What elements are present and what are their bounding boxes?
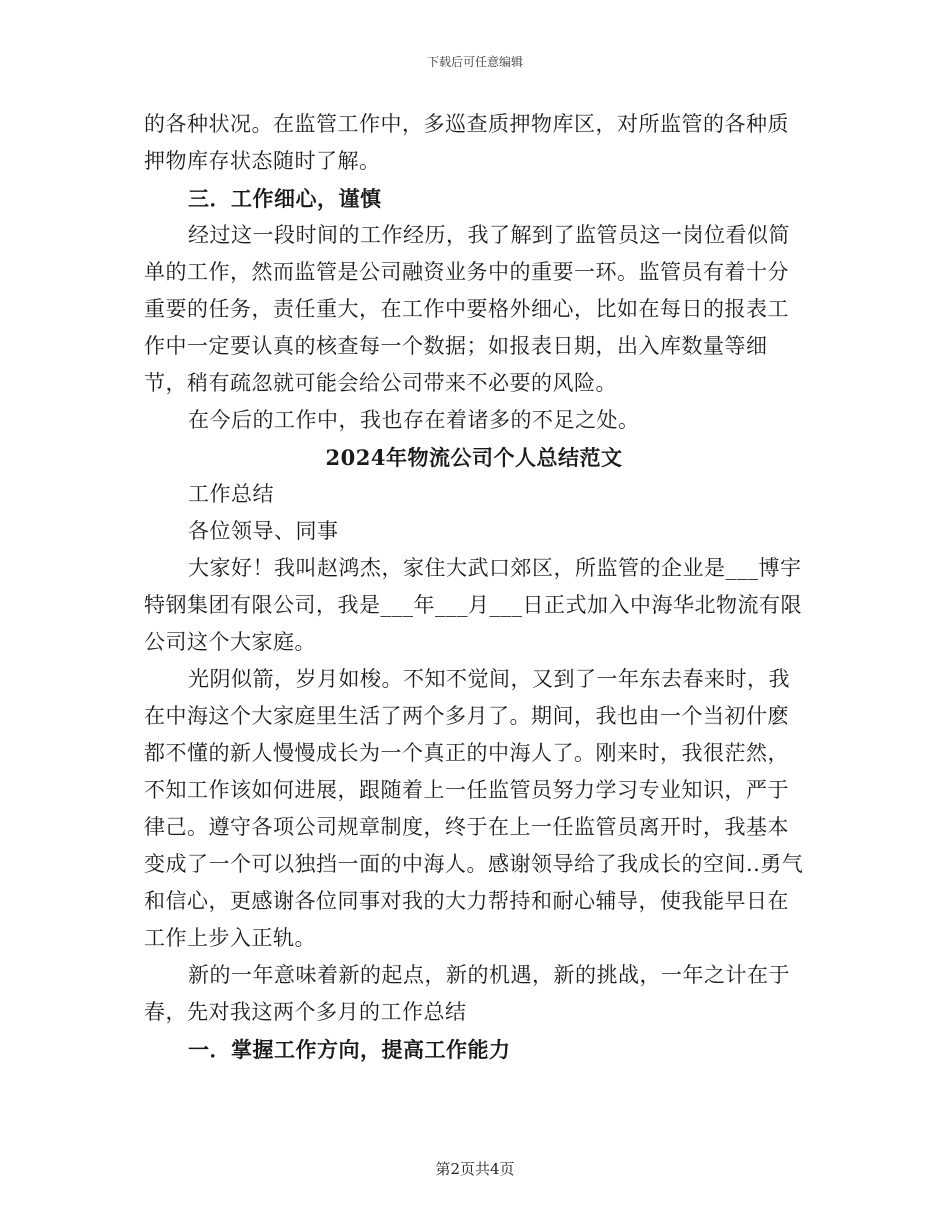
paragraph-label: 工作总结 [188,482,274,506]
paragraph: 经过这一段时间的工作经历，我了解到了监管员这一岗位看似简单的工作，然而监管是公司融资业务中的重要一环。监管员有着十分重要的任务，责任重大，在工作中要格外细心，比如在每日的报表工作中一定要认真的核查每一个数据；如报表日期，出入库数量等细节，稍有疏忽就可能会给公司带来不必要的风险。 [144,223,790,395]
document-title: 2024年物流公司个人总结范文 [325,445,623,470]
page-header: 下载后可任意编辑 [426,55,523,69]
paragraph-continuation: 的各种状况。在监管工作中，多巡查质押物库区，对所监管的各种质押物库存状态随时了解。 [144,112,789,173]
section-heading-one: 一．掌握工作方向，提高工作能力 [188,1037,511,1062]
section-heading-three: 三．工作细心，谨慎 [188,186,382,211]
paragraph: 光阴似箭，岁月如梭。不知不觉间，又到了一年东去春来时，我在中海这个大家庭里生活了两个多月了。期间，我也由一个当初什麽都不懂的新人慢慢成长为一个真正的中海人了。刚来时，我很茫然，不知工作该如何进展，跟随着上一任监管员努力学习专业知识，严于律己。遵守各项公司规章制度，终于在上一任监管员离开时，我基本变成了一个可以独挡一面的中海人。感谢领导给了我成长的空间..勇气和信心，更感谢各位同事对我的大力帮持和耐心辅导，使我能早日在工作上步入正轨。 [144,667,804,950]
salutation: 各位领导、同事 [188,519,339,543]
document-body [144,106,804,1068]
paragraph: 大家好！我叫赵鸿杰，家住大武口郊区，所监管的企业是___博宇特钢集团有限公司，我是___年___月___日正式加入中海华北物流有限公司这个大家庭。 [144,556,802,654]
paragraph: 新的一年意味着新的起点，新的机遇，新的挑战，一年之计在于春，先对我这两个多月的工作总结 [144,963,790,1024]
paragraph: 在今后的工作中，我也存在着诸多的不足之处。 [188,408,640,432]
page-footer: 第2页共4页 [435,1160,515,1178]
